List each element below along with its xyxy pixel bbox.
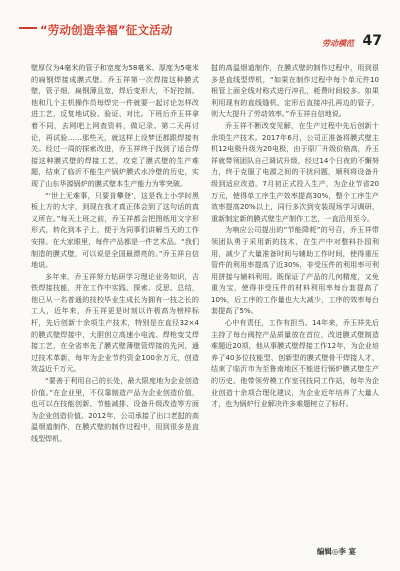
magazine-brand: 劳动模范: [322, 39, 354, 48]
section-title: “劳动创造幸福”征文活动: [40, 23, 173, 37]
paragraph: 挝的高温烟道制作，在膜式壁的制作过程中，用到很多是直线型焊机，“如果在制作过程中每个单元件10根管上面全线对称式进行冲孔，耗费时间较多。如果利用现有的直线缝机，定形后直接冲孔再边的管子，则大大提升了劳动效率。”乔玉祥自信地说。: [211, 63, 379, 119]
left-column: [31, 62, 199, 445]
right-column: [211, 62, 379, 410]
title-accent-bar: [19, 27, 37, 29]
page-number: 47: [362, 33, 382, 49]
paragraph: 壁厚仅为4毫米的管子和宽度为58毫米、厚度为5毫米的扁钢焊接成膜式壁。乔玉祥第一次焊接这种膜式壁，管子细，扁钢薄且宽，焊后变形大，不好控制。他和几个主机操作员每焊完一件就要一起讨论怎样改进工艺，反复地试验、验证、对比。下班后乔玉祥拿着不同，去网吧上网查资料，做记录。第二天再讨论，再试验……那些天，就这样上设梦还都跟焊接有关。经过一周的探索改进，乔玉祥终于找到了适合焊接这种膜式壁的焊接工艺，攻克了膜式壁的生产难题，结束了临沂不能生产锅炉膜式水冷壁的历史，实现了山东华源锅炉的膜式壁本生产能力为零突破。: [31, 63, 199, 188]
editor-byline: 编辑◎李 宴: [316, 547, 356, 556]
page-header: [0, 0, 400, 49]
paragraph: 乔玉祥不断改变见解，在生产过程中先后创新十余项生产技术。2017年6月，公司正准备将膜式壁主机12电极升级为20电极，由于原厂升级价格高，乔玉祥就带领团队自己调试升级，经过14个日夜的不懈努力，终于克服了电源之间的干扰问题，顺利将设备升级到适应改造。7月初正式投入生产，为企业节省20万元，使得单工序生产效率提高30%，整个工序生产效率提高20%以上，同行多次到安装现场学习调研，重新制定新的膜式壁生产制作工艺，一直沿用至今。: [211, 120, 379, 223]
paragraph: 心中有责任，工作有担当。14年来，乔玉祥先后主持了每台阀控产品质量放在首位，改进膜式壁制造难题近20项，他从事膜式壁焊接工作12年，为企业培养了40多位技能型、创新型的膜式壁骨干焊接人才，结束了临沂市为至鲁南地区不能进行锅炉膜式壁生产的历史。他带领劳模工作室刊技同工作站，每年为企业创造十余项合理化建议，为企业近年培养了大量人才，也为锅炉行业解决许多难题树立了标杆。: [211, 318, 379, 409]
paragraph: 为响应公司提出的“节能降耗”的号召，乔玉祥带领团队勇于采用新的技术，在生产中对整料扑园利用，减少了大量准备时间与辅助工作时间，使得重压管件的利用率提高了近30%，非受压件的利用率可利用拼接与辅料利用。既保证了产品的几何精度，又免重为宝，使得非受压件的材料利用率每台套提高了10%，后工序的工作量也大大减少，工序的效率每台套提高了5%。: [211, 225, 379, 316]
paragraph: “要善于利用自己的长处，最大限度地为企业创造价值。”在企业里，不仅靠制造产品为企业创造价值，也可以在技能创新、节能减排、设备升级改造等方面为企业创造价值。2012年，公司承接了出口老挝的高温烟道制作，在膜式壁的制作过程中，用到很多是直线型焊机。: [31, 376, 199, 443]
paragraph: 多年来，乔玉祥努力钻研学习理论业务知识，吉铁焊接技能，并在工作中实践、探索、反思、总结，他已从一名普通的技校毕业生成长为拥有一技之长的工人，近年来，乔玉祥更是时刻以许极高为榜样标杆，先后创新十余项生产技术，特别是在直径32×4的膜式壁焊接中，大胆创立高速小电流、焊枪变艾焊接工艺，在全省率先了膜式壁薄壁管焊接的先河，通过技术革新，每年为企业节约资金100余万元，创造效益近千万元。: [31, 271, 199, 374]
paragraph: “‘世上无难事，只要肯攀登’，这是我上小学时黑板上方的大字，到现在我才真正体会到了这句话的真义所在。”每天上班之前，乔玉祥都会把图纸用文字形形式，转化到本子上，便于为同事们讲解当天的工作安排。在大家眼里，每件产品都是一件艺术品。“我们制造的膜式壁，可以说是全国最漂亮的。”乔玉祥自信地说。: [31, 190, 199, 270]
